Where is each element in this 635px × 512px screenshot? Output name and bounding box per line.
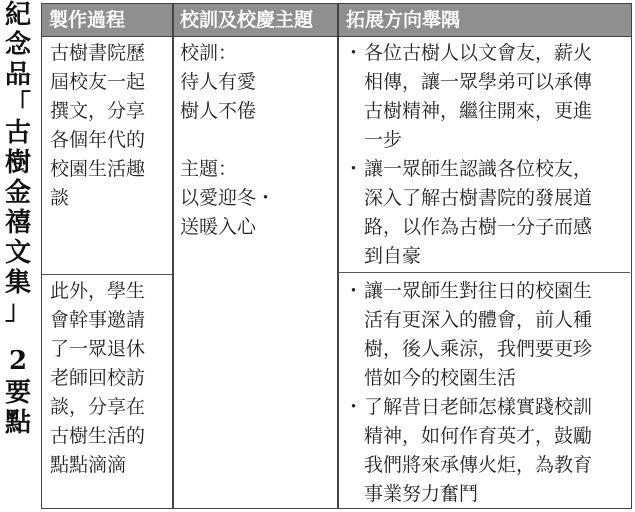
process-line: 談 <box>50 187 70 209</box>
direction-line: 深入了解古樹書院的發展道 <box>364 187 593 209</box>
row1-direction-1 <box>364 39 592 155</box>
direction-line: 到自豪 <box>364 245 422 267</box>
summary-table <box>41 3 632 509</box>
row1-process <box>50 39 145 213</box>
motto-label: 校訓： <box>180 42 238 64</box>
motto-line: 待人有愛 <box>180 71 257 93</box>
row2-direction-2 <box>364 393 592 509</box>
process-line: 談，分享在 <box>50 396 146 418</box>
row-divider <box>338 272 630 273</box>
direction-line: 一步 <box>364 129 403 151</box>
process-line: 會幹事邀請 <box>50 309 146 331</box>
bullet: ・ <box>344 280 364 302</box>
direction-line: 各位古樹人以文會友，薪火 <box>364 42 593 64</box>
direction-line: 相傳，讓一眾學弟可以承傳 <box>364 71 593 93</box>
side-title-char: 」 <box>4 296 31 326</box>
side-title-char: 紀 <box>4 0 31 30</box>
row1-direction-2 <box>364 155 592 271</box>
side-title-char: 念 <box>4 30 31 60</box>
direction-line: 了解昔日老師怎樣實踐校訓 <box>364 396 593 418</box>
process-line: 點點滴滴 <box>50 454 127 476</box>
side-title <box>0 0 36 512</box>
bullet: ・ <box>344 158 364 180</box>
column-divider <box>337 4 339 508</box>
process-line: 古樹書院歷 <box>50 42 146 64</box>
side-title-char: 要 <box>4 378 31 408</box>
process-line: 了一眾退休 <box>50 338 146 360</box>
side-title-char: 文 <box>4 238 31 268</box>
motto-line: 樹人不倦 <box>180 100 257 122</box>
process-line: 各個年代的 <box>50 129 146 151</box>
header-directions: 拓展方向舉隅 <box>346 9 461 31</box>
theme-label: 主題： <box>180 158 238 180</box>
process-line: 老師回校訪 <box>50 367 146 389</box>
direction-line: 事業努力奮鬥 <box>364 483 479 505</box>
direction-line: 讓一眾師生認識各位校友， <box>364 158 593 180</box>
row2-process <box>50 277 145 480</box>
direction-line: 路，以作為古樹一分子而感 <box>364 216 593 238</box>
side-title-char: 品 <box>4 60 31 90</box>
side-title-char: 樹 <box>4 148 31 178</box>
row1-theme <box>180 155 275 242</box>
direction-line: 樹，後人乘涼，我們要更珍 <box>364 338 593 360</box>
theme-line: 送暖入心 <box>180 216 257 238</box>
side-title-char: 金 <box>4 178 31 208</box>
direction-line: 古樹精神，繼往開來，更進 <box>364 100 593 122</box>
side-title-char: 集 <box>4 268 31 298</box>
row-divider <box>42 274 172 275</box>
direction-line: 精神，如何作育英才，鼓勵 <box>364 425 593 447</box>
side-title-char: 「 <box>4 90 31 120</box>
side-title-char: 2 <box>8 346 28 376</box>
bullet: ・ <box>344 42 364 64</box>
process-line: 屆校友一起 <box>50 71 146 93</box>
theme-line: 以愛迎冬・ <box>180 187 276 209</box>
process-line: 古樹生活的 <box>50 425 146 447</box>
side-title-char: 禧 <box>4 208 31 238</box>
side-title-char: 古 <box>4 118 31 148</box>
direction-line: 讓一眾師生對往日的校園生 <box>364 280 593 302</box>
header-process: 製作過程 <box>49 9 126 31</box>
bullet: ・ <box>344 396 364 418</box>
header-motto-theme: 校訓及校慶主題 <box>180 9 314 31</box>
row2-direction-1 <box>364 277 592 393</box>
direction-line: 惜如今的校園生活 <box>364 367 517 389</box>
side-title-char: 點 <box>4 408 31 438</box>
process-line: 校園生活趣 <box>50 158 146 180</box>
direction-line: 我們將來承傳火炬，為教育 <box>364 454 593 476</box>
column-divider <box>172 4 174 508</box>
process-line: 此外，學生 <box>50 280 146 302</box>
process-line: 撰文，分享 <box>50 100 146 122</box>
row1-motto <box>180 39 256 126</box>
direction-line: 活有更深入的體會，前人種 <box>364 309 593 331</box>
